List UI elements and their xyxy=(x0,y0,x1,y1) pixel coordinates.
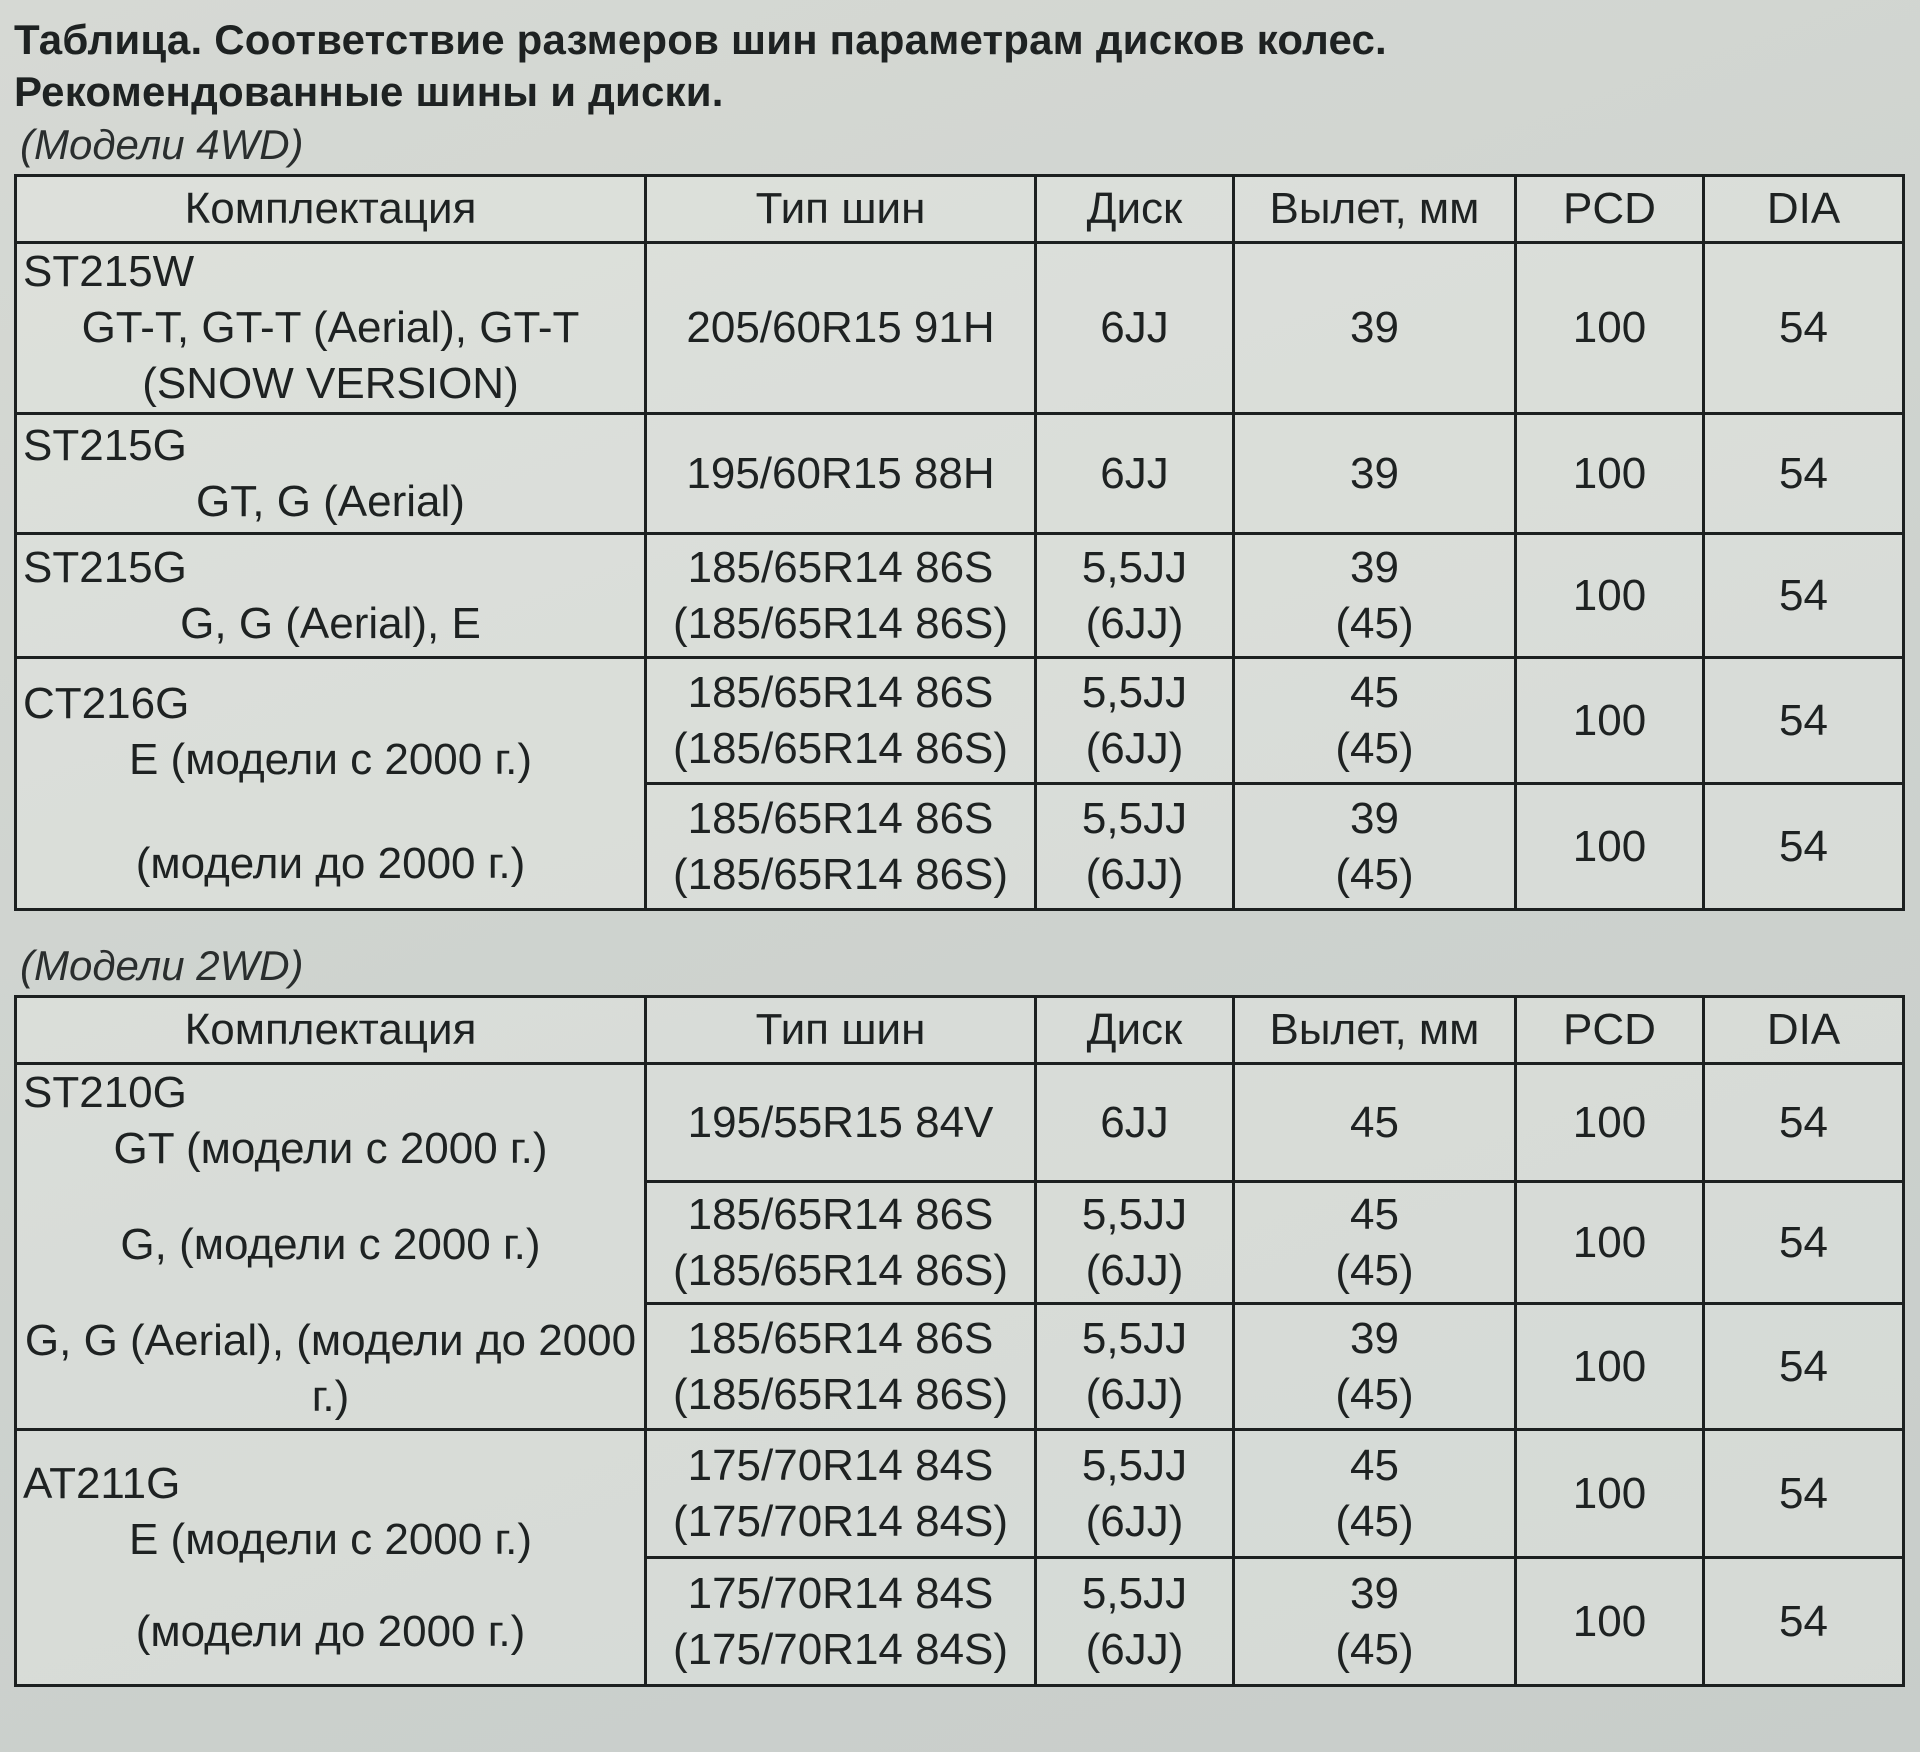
trim-cell xyxy=(16,243,646,414)
trim-cell xyxy=(16,1064,646,1430)
model-code: ST210G xyxy=(23,1068,187,1117)
tire-type-value: 175/70R14 84S xyxy=(687,1568,994,1618)
tire-type-cell xyxy=(646,1182,1036,1304)
disc-alt-value: (6JJ) xyxy=(1085,849,1184,899)
offset-cell: 39 xyxy=(1234,414,1516,534)
disc-alt-value: (6JJ) xyxy=(1085,598,1184,648)
header-tire-type: Тип шин xyxy=(646,997,1036,1064)
offset-value: 39 xyxy=(1350,1568,1399,1618)
offset-cell xyxy=(1234,1304,1516,1430)
trim-variant: (модели до 2000 г.) xyxy=(135,1606,526,1656)
trim-variant: E (модели с 2000 г.) xyxy=(128,1514,533,1564)
offset-value: 45 xyxy=(1350,1189,1399,1239)
offset-value: 45 xyxy=(1350,1440,1399,1490)
offset-cell xyxy=(1234,1182,1516,1304)
disc-cell xyxy=(1036,1182,1234,1304)
trim-variant: GT, G (Aerial) xyxy=(196,476,465,526)
model-code: ST215G xyxy=(23,542,187,592)
table-row xyxy=(16,534,1904,658)
table-row xyxy=(16,414,1904,534)
document-title-line-2: Рекомендованные шины и диски. xyxy=(14,68,724,115)
disc-value: 5,5JJ xyxy=(1081,793,1188,843)
header-trim: Комплектация xyxy=(16,176,646,243)
offset-alt-value: (45) xyxy=(1335,1624,1414,1674)
dia-cell: 54 xyxy=(1704,534,1904,658)
disc-cell xyxy=(1036,1558,1234,1686)
tire-type-cell xyxy=(646,658,1036,784)
tire-type-alt-value: (185/65R14 86S) xyxy=(672,598,1009,648)
header-dia: DIA xyxy=(1704,176,1904,243)
trim-cell xyxy=(16,414,646,534)
dia-cell: 54 xyxy=(1704,658,1904,784)
dia-cell: 54 xyxy=(1704,243,1904,414)
pcd-cell: 100 xyxy=(1516,784,1704,910)
disc-value: 5,5JJ xyxy=(1081,1189,1188,1239)
header-pcd: PCD xyxy=(1516,176,1704,243)
tire-type-value: 175/70R14 84S xyxy=(687,1440,994,1490)
dia-cell: 54 xyxy=(1704,1430,1904,1558)
disc-cell: 6JJ xyxy=(1036,1064,1234,1182)
tire-type-cell xyxy=(646,1304,1036,1430)
trim-cell xyxy=(16,658,646,910)
trim-variant: GT-T, GT-T (Aerial), GT-T (SNOW VERSION) xyxy=(81,303,580,408)
model-code: AT211G xyxy=(23,1458,181,1508)
dia-cell: 54 xyxy=(1704,1304,1904,1430)
trim-variant: G, G (Aerial), E xyxy=(180,598,481,648)
header-tire-type: Тип шин xyxy=(646,176,1036,243)
pcd-cell: 100 xyxy=(1516,534,1704,658)
pcd-cell: 100 xyxy=(1516,1430,1704,1558)
tire-type-cell: 195/60R15 88H xyxy=(646,414,1036,534)
tire-type-alt-value: (185/65R14 86S) xyxy=(672,1245,1009,1295)
table-row xyxy=(16,1430,1904,1558)
disc-cell: 6JJ xyxy=(1036,414,1234,534)
trim-variant: (модели до 2000 г.) xyxy=(135,838,526,888)
header-dia: DIA xyxy=(1704,997,1904,1064)
disc-alt-value: (6JJ) xyxy=(1085,1496,1184,1546)
tire-type-alt-value: (175/70R14 84S) xyxy=(672,1496,1009,1546)
pcd-cell: 100 xyxy=(1516,1304,1704,1430)
trim-variant: GT (модели с 2000 г.) xyxy=(113,1124,548,1173)
disc-cell xyxy=(1036,784,1234,910)
tire-type-alt-value: (175/70R14 84S) xyxy=(672,1624,1009,1674)
header-offset: Вылет, мм xyxy=(1234,997,1516,1064)
pcd-cell: 100 xyxy=(1516,1182,1704,1304)
offset-cell: 45 xyxy=(1234,1064,1516,1182)
offset-alt-value: (45) xyxy=(1335,598,1414,648)
offset-alt-value: (45) xyxy=(1335,1496,1414,1546)
model-code: ST215G xyxy=(23,420,187,470)
table-row xyxy=(16,243,1904,414)
pcd-cell: 100 xyxy=(1516,414,1704,534)
section-caption-2wd: (Модели 2WD) xyxy=(20,942,304,989)
disc-alt-value: (6JJ) xyxy=(1085,723,1184,773)
trim-variant: G, (модели с 2000 г.) xyxy=(120,1220,541,1269)
dia-cell: 54 xyxy=(1704,784,1904,910)
disc-alt-value: (6JJ) xyxy=(1085,1369,1184,1419)
offset-alt-value: (45) xyxy=(1335,1245,1414,1295)
tire-type-alt-value: (185/65R14 86S) xyxy=(672,723,1009,773)
model-code: ST215W xyxy=(23,247,195,296)
table-row xyxy=(16,1064,1904,1182)
header-offset: Вылет, мм xyxy=(1234,176,1516,243)
header-disc: Диск xyxy=(1036,997,1234,1064)
disc-value: 5,5JJ xyxy=(1081,542,1188,592)
disc-alt-value: (6JJ) xyxy=(1085,1624,1184,1674)
offset-value: 39 xyxy=(1350,1313,1399,1363)
header-disc: Диск xyxy=(1036,176,1234,243)
trim-variant: G, G (Aerial), (модели до 2000 г.) xyxy=(24,1316,637,1421)
section-caption-4wd: (Модели 4WD) xyxy=(20,121,304,168)
offset-cell xyxy=(1234,534,1516,658)
tire-type-cell xyxy=(646,534,1036,658)
disc-value: 5,5JJ xyxy=(1081,1568,1188,1618)
pcd-cell: 100 xyxy=(1516,243,1704,414)
offset-cell xyxy=(1234,658,1516,784)
tire-type-cell xyxy=(646,1430,1036,1558)
table-4wd xyxy=(14,174,1905,911)
document-title-line-1: Таблица. Соответствие размеров шин параметрам дисков колес. xyxy=(14,16,1387,63)
trim-variant: E (модели с 2000 г.) xyxy=(128,734,533,784)
tire-type-cell: 195/55R15 84V xyxy=(646,1064,1036,1182)
tire-type-value: 185/65R14 86S xyxy=(687,667,994,717)
offset-alt-value: (45) xyxy=(1335,849,1414,899)
disc-value: 5,5JJ xyxy=(1081,1440,1188,1490)
dia-cell: 54 xyxy=(1704,414,1904,534)
trim-cell xyxy=(16,1430,646,1686)
tire-type-value: 185/65R14 86S xyxy=(687,1313,994,1363)
table-header-row xyxy=(16,176,1904,243)
disc-value: 5,5JJ xyxy=(1081,667,1188,717)
tire-type-value: 185/65R14 86S xyxy=(687,1189,994,1239)
disc-alt-value: (6JJ) xyxy=(1085,1245,1184,1295)
disc-cell xyxy=(1036,1430,1234,1558)
tire-type-value: 185/65R14 86S xyxy=(687,793,994,843)
dia-cell: 54 xyxy=(1704,1558,1904,1686)
offset-value: 39 xyxy=(1350,542,1399,592)
trim-cell xyxy=(16,534,646,658)
offset-cell xyxy=(1234,1430,1516,1558)
tire-type-value: 185/65R14 86S xyxy=(687,542,994,592)
offset-alt-value: (45) xyxy=(1335,723,1414,773)
model-code: CT216G xyxy=(23,678,190,728)
dia-cell: 54 xyxy=(1704,1064,1904,1182)
offset-cell xyxy=(1234,784,1516,910)
dia-cell: 54 xyxy=(1704,1182,1904,1304)
offset-cell: 39 xyxy=(1234,243,1516,414)
disc-cell: 6JJ xyxy=(1036,243,1234,414)
tire-type-cell xyxy=(646,784,1036,910)
disc-cell xyxy=(1036,1304,1234,1430)
header-pcd: PCD xyxy=(1516,997,1704,1064)
tire-type-alt-value: (185/65R14 86S) xyxy=(672,849,1009,899)
disc-value: 5,5JJ xyxy=(1081,1313,1188,1363)
disc-cell xyxy=(1036,658,1234,784)
offset-value: 39 xyxy=(1350,793,1399,843)
offset-alt-value: (45) xyxy=(1335,1369,1414,1419)
pcd-cell: 100 xyxy=(1516,1558,1704,1686)
table-2wd xyxy=(14,995,1905,1687)
offset-cell xyxy=(1234,1558,1516,1686)
pcd-cell: 100 xyxy=(1516,1064,1704,1182)
disc-cell xyxy=(1036,534,1234,658)
tire-type-alt-value: (185/65R14 86S) xyxy=(672,1369,1009,1419)
header-trim: Комплектация xyxy=(16,997,646,1064)
tire-type-cell: 205/60R15 91H xyxy=(646,243,1036,414)
pcd-cell: 100 xyxy=(1516,658,1704,784)
table-row xyxy=(16,658,1904,784)
offset-value: 45 xyxy=(1350,667,1399,717)
table-header-row xyxy=(16,997,1904,1064)
tire-type-cell xyxy=(646,1558,1036,1686)
